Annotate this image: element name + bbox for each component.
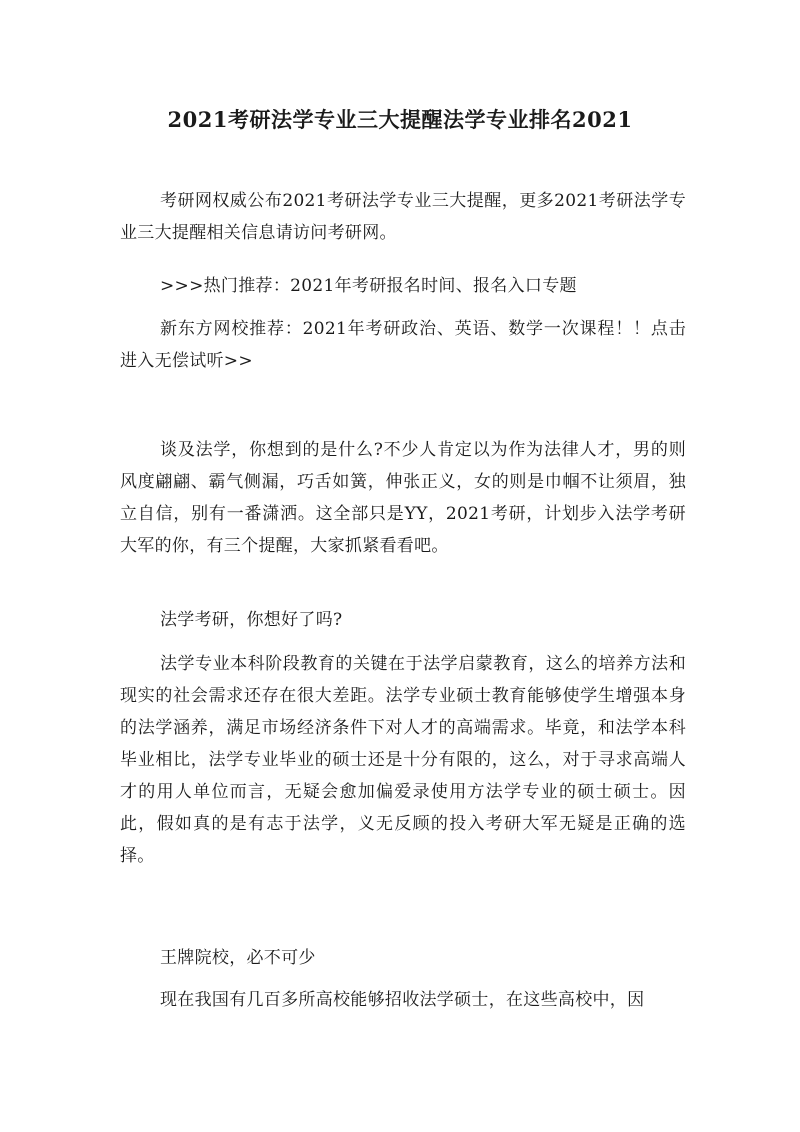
- paragraph-graduate-education: 法学专业本科阶段教育的关键在于法学启蒙教育，这么的培养方法和现实的社会需求还存在很大差距。法学专业硕士教育能够使学生增强本身的法学涵养，满足市场经济条件下对人才的高端需求。毕竟，和法学本科毕业相比，法学专业毕业的硕士还是十分有限的，这么，对于寻求高端人才的用人单位而言，无疑会愈加偏爱录使用方法学专业的硕士硕士。因此，假如真的是有志于法学，义无反顾的投入考研大军无疑是正确的选择。: [120, 654, 686, 866]
- document-title: 2021考研法学专业三大提醒法学专业排名2021: [167, 107, 633, 132]
- paragraph-course-recommend: 新东方网校推荐：2021年考研政治、英语、数学一次课程！！点击进入无偿试听>>: [120, 319, 686, 371]
- paragraph-hot-recommend: >>>热门推荐：2021年考研报名时间、报名入口专题: [160, 276, 577, 296]
- paragraph-schools: 现在我国有几百多所高校能够招收法学硕士，在这些高校中，因: [160, 990, 645, 1010]
- paragraph-law-impression: 谈及法学，你想到的是什么?不少人肯定以为作为法律人才，男的则风度翩翩、霸气侧漏，巧舌如簧，伸张正义，女的则是巾帼不让须眉，独立自信，别有一番潇洒。这全部只是YY，2021考研，计划步入法学考研大军的你，有三个提醒，大家抓紧看看吧。: [120, 440, 686, 556]
- paragraph-intro: 考研网权威公布2021考研法学专业三大提醒，更多2021考研法学专业三大提醒相关信息请访问考研网。: [120, 191, 686, 243]
- section-heading-ready: 法学考研，你想好了吗?: [160, 610, 343, 630]
- section-heading-top-schools: 王牌院校，必不可少: [160, 948, 316, 968]
